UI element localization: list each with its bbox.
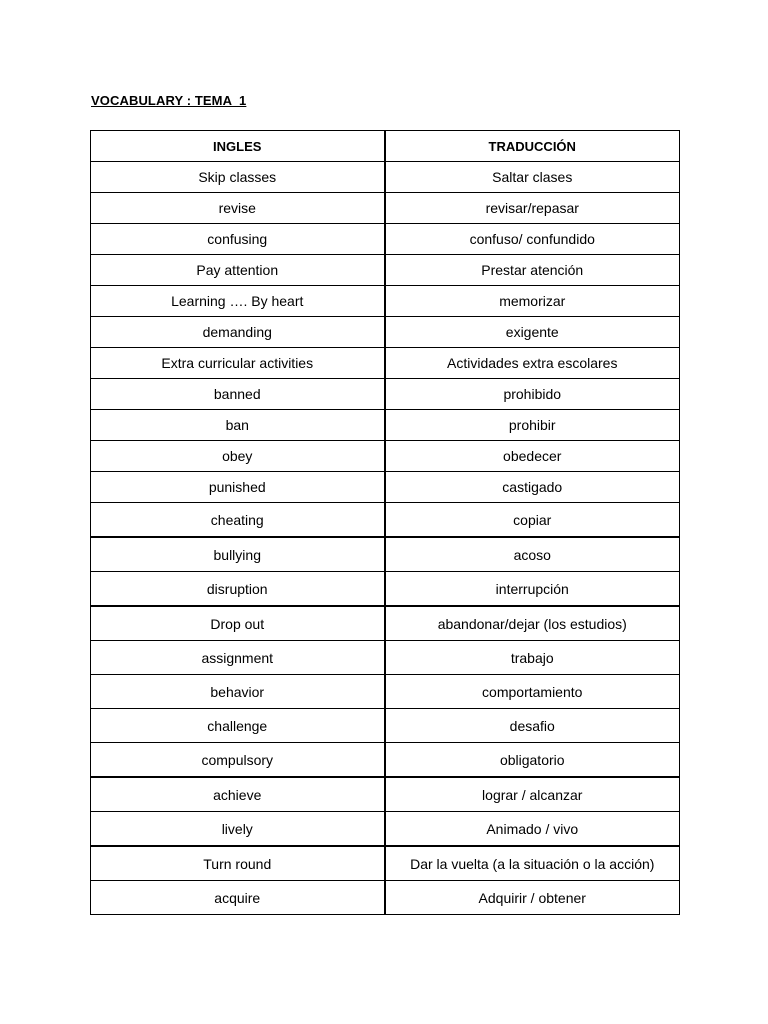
- table-row: [91, 812, 680, 847]
- translation-cell: Dar la vuelta (a la situación o la acción): [385, 846, 680, 881]
- translation-cell: trabajo: [385, 641, 680, 675]
- english-cell: obey: [91, 441, 385, 472]
- english-cell: banned: [91, 379, 385, 410]
- english-cell: lively: [91, 812, 385, 847]
- english-cell: confusing: [91, 224, 385, 255]
- table-row: [91, 317, 680, 348]
- table-row: [91, 743, 680, 778]
- table-row: [91, 255, 680, 286]
- table-row: [91, 777, 680, 812]
- translation-cell: castigado: [385, 472, 680, 503]
- translation-cell: Saltar clases: [385, 162, 680, 193]
- table-row: [91, 224, 680, 255]
- table-row: [91, 846, 680, 881]
- english-cell: Drop out: [91, 606, 385, 641]
- english-cell: demanding: [91, 317, 385, 348]
- translation-cell: prohibir: [385, 410, 680, 441]
- translation-cell: Actividades extra escolares: [385, 348, 680, 379]
- english-cell: ban: [91, 410, 385, 441]
- english-cell: disruption: [91, 572, 385, 607]
- translation-cell: Animado / vivo: [385, 812, 680, 847]
- english-cell: assignment: [91, 641, 385, 675]
- table-row: [91, 410, 680, 441]
- translation-cell: comportamiento: [385, 675, 680, 709]
- vocabulary-table: [90, 130, 680, 915]
- english-cell: Skip classes: [91, 162, 385, 193]
- translation-cell: acoso: [385, 537, 680, 572]
- translation-cell: copiar: [385, 503, 680, 538]
- english-cell: punished: [91, 472, 385, 503]
- translation-cell: exigente: [385, 317, 680, 348]
- translation-cell: lograr / alcanzar: [385, 777, 680, 812]
- table-row: [91, 286, 680, 317]
- table-row: [91, 379, 680, 410]
- english-cell: achieve: [91, 777, 385, 812]
- header-translation: TRADUCCIÓN: [385, 131, 680, 162]
- english-cell: behavior: [91, 675, 385, 709]
- header-english: INGLES: [91, 131, 385, 162]
- translation-cell: interrupción: [385, 572, 680, 607]
- translation-cell: obligatorio: [385, 743, 680, 778]
- table-row: [91, 472, 680, 503]
- english-cell: Pay attention: [91, 255, 385, 286]
- translation-cell: desafio: [385, 709, 680, 743]
- translation-cell: memorizar: [385, 286, 680, 317]
- table-row: [91, 537, 680, 572]
- table-row: [91, 162, 680, 193]
- translation-cell: confuso/ confundido: [385, 224, 680, 255]
- translation-cell: prohibido: [385, 379, 680, 410]
- table-row: [91, 709, 680, 743]
- translation-cell: Prestar atención: [385, 255, 680, 286]
- english-cell: challenge: [91, 709, 385, 743]
- translation-cell: revisar/repasar: [385, 193, 680, 224]
- english-cell: cheating: [91, 503, 385, 538]
- table-row: [91, 881, 680, 915]
- table-row: [91, 675, 680, 709]
- english-cell: Learning …. By heart: [91, 286, 385, 317]
- english-cell: Extra curricular activities: [91, 348, 385, 379]
- translation-cell: Adquirir / obtener: [385, 881, 680, 915]
- table-row: [91, 193, 680, 224]
- translation-cell: obedecer: [385, 441, 680, 472]
- english-cell: Turn round: [91, 846, 385, 881]
- english-cell: acquire: [91, 881, 385, 915]
- english-cell: bullying: [91, 537, 385, 572]
- table-row: [91, 572, 680, 607]
- english-cell: compulsory: [91, 743, 385, 778]
- page-title: VOCABULARY : TEMA 1: [91, 93, 247, 108]
- table-row: [91, 348, 680, 379]
- table-row: [91, 441, 680, 472]
- table-row: [91, 641, 680, 675]
- english-cell: revise: [91, 193, 385, 224]
- table-row: [91, 606, 680, 641]
- table-header-row: [91, 131, 680, 162]
- translation-cell: abandonar/dejar (los estudios): [385, 606, 680, 641]
- table-row: [91, 503, 680, 538]
